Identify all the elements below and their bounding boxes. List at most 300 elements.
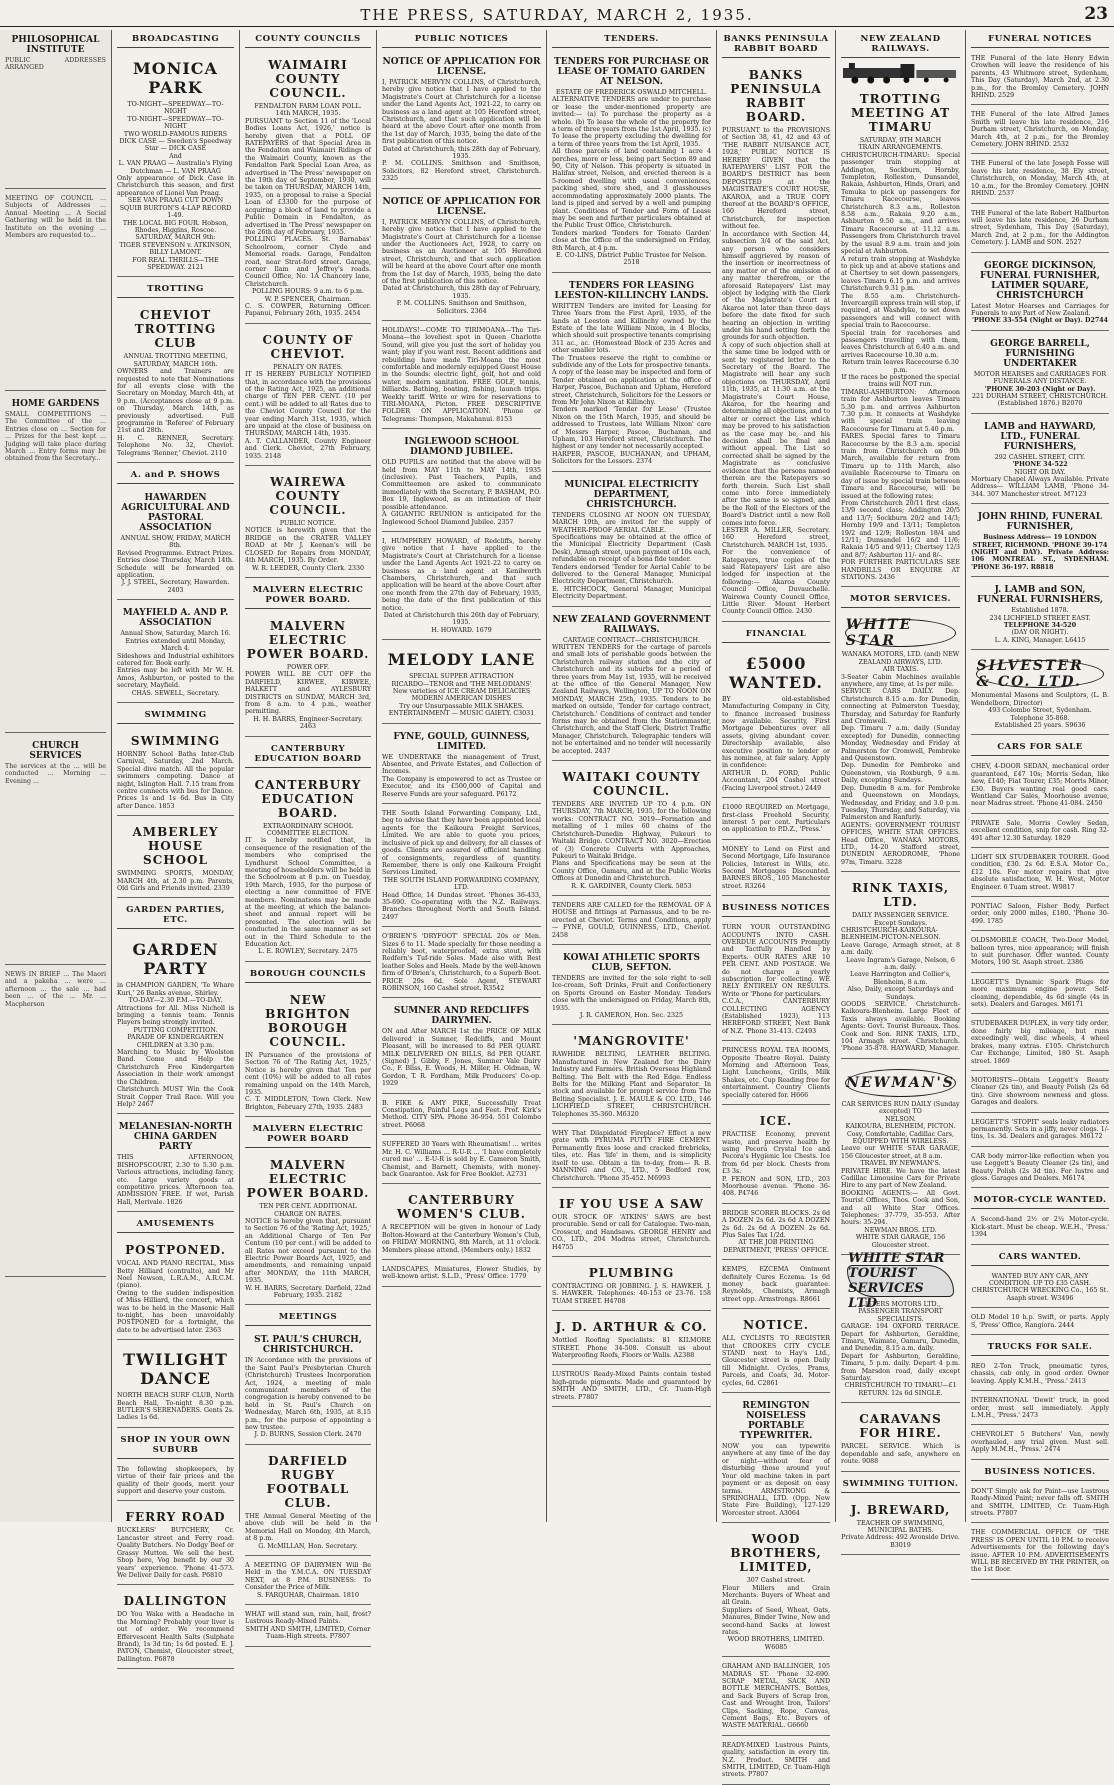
ad-title: COUNTY OF CHEVIOT. <box>262 332 354 361</box>
ad-display-title: MONICA PARK <box>133 59 218 97</box>
ad-line: Return train leaves Racecourse 6.30 p.m. <box>842 359 959 374</box>
ad-line: E. CO-LINS, District Public Trustee for Nelson. 2518 <box>556 251 707 267</box>
advertisement <box>971 507 1109 577</box>
ad-line: AGENTS: GOVERNMENT TOURIST OFFICES, WHITE STAR OFFICES. Head Office, WANAKA MOTORS, LTD., 14-20 Stafford street, DUNEDIN AERODROME, 'Phone 97m, Timaru. 3228 <box>841 821 960 866</box>
ad-title: NOTICE OF APPLICATION FOR LICENSE. <box>382 57 541 77</box>
ad-line: PRIVATE Sale, Morris Cowley Sedan, excellent condition, snip for cash. Ring 32-491 after 12.30 Saturday. 1829 <box>971 819 1109 842</box>
section-heading: GARDEN PARTIES, ETC. <box>117 901 234 929</box>
ad-line: IT IS HEREBY PUBLICLY NOTIFIED that, in accordance with the provisions of the Rating Act, 1925, an additional charge of TEN PER CENT. (10 per cent.) will be added to all Rates due to the Cheviot County Council for the year ending March 31st, 1935, which are unpaid at the close of business on THURSDAY, MARCH 14th, 1935. <box>245 371 371 438</box>
advertisement <box>245 1559 371 1605</box>
ad-line: WANAKA MOTORS, LTD. (and) NEW ZEALAND AIRWAYS, LTD. <box>841 651 960 666</box>
ad-line: A. T. CALLANDER, County Engineer and Clerk. Cheviot, 27th February, 1935. 2148 <box>245 437 371 460</box>
advertisement <box>245 327 371 466</box>
ad-line: HARPER, PASCOE, BUCHANAN, and UPHAM, Solicitors for the Lessors. 2374 <box>552 450 711 466</box>
ad-line: TENDERS ARE INVITED UP TO 4 p.m. ON THURSDAY, 7th MARCH, 1935, for the following works: CONTRACT NO. 3019—Formation and metalling of 1 miles 60 chains of the Christchurch-Dunedin Highway, Pukeuri to Waitaki Bridge. CONTRACT NO. 3020—Erection of (3) Concrete Culverts with Approaches, Pukeuri to Waitaki Bridge. <box>552 801 711 860</box>
advertisement <box>971 1213 1109 1244</box>
advertisement <box>382 807 541 927</box>
advertisement <box>117 1504 234 1585</box>
ad-line: H. HOWARD. 1679 <box>431 626 492 634</box>
advertisement <box>722 1044 830 1105</box>
ad-line: 'PHONE 34-522 <box>1012 461 1068 469</box>
ad-line: Monumental Masons and Sculptors, (L. B. Wendelborn, Director) <box>971 692 1109 707</box>
ad-logo-title: NEWMAN'S <box>845 1069 956 1097</box>
ad-line: THE COMMERCIAL OFFICE OF 'THE PRESS' IS OPEN UNTIL 10 P.M. to receive Advertisements for the following day's issue. AFTER 10 P.M. ADVERTISEMENTS WILL BE RECEIVED BY THE PRINTER, on the 1st floor. <box>971 1529 1109 1574</box>
ad-line: 'PHONE 30-203 (Night or Day). <box>984 385 1096 393</box>
advertisement <box>552 764 711 896</box>
ad-display-title: TWILIGHT DANCE <box>123 1350 228 1389</box>
ad-title: DARFIELD RUGBY FOOTBALL CLUB. <box>266 1453 350 1510</box>
ad-line: NEWMAN BROS. LTD. <box>864 1226 937 1234</box>
ad-display-title: £5000 WANTED. <box>729 653 823 692</box>
section-heading: A. and P. SHOWS <box>117 466 234 484</box>
fragment-block <box>5 30 106 189</box>
section-heading: SHOP IN YOUR OWN SUBURB <box>117 1431 234 1459</box>
advertisement <box>382 1263 541 1287</box>
ad-line: PONTIAC Saloon, Fisher Body, Perfect order, only 2000 miles, £180. 'Phone 30-499. 1785 <box>971 903 1109 925</box>
ad-line: Try our Unsurpassable MILK SHAKES. <box>399 702 524 710</box>
ad-line: Entries extended until Monday, March 4. <box>125 637 226 653</box>
ad-line: LEGGETT'S 'STOPIT' seals leaky radiators permanently. Sets in a jiffy, never clogs. 1/- tins, 1s. 3d. Dealers and garages. M6172 <box>971 1118 1109 1141</box>
ad-line: Tenders endorsed 'Tender for Aerial Cable' to be delivered to the General Manager, Municipal Electricity Department, Christchurch. <box>552 563 711 586</box>
ad-line: CONTRACTING OR JOBBING. J. S. HAWKER. J. S. HAWKER. Telephones: 40-153 or 23-76. 158 TUAM STREET. H4708 <box>552 1282 711 1305</box>
advertisement <box>722 1526 830 1657</box>
ad-line: PUBLIC NOTICE. <box>279 520 337 528</box>
fragment-block <box>5 968 106 1277</box>
advertisement <box>722 921 830 1041</box>
advertisement <box>552 610 711 762</box>
section-heading: AMUSEMENTS <box>117 1215 234 1233</box>
ad-line: Leave Harrington and Collier's, Blenheim, 8 a.m. <box>850 971 951 986</box>
ad-line: LEGGETT'S Dynamic Spark Plugs for more maximum engine power. Self-cleaning, dependable, 4s 6d single (4s in sets). Dealers and Garages. M6171 <box>971 978 1109 1009</box>
ad-line: From Christchurch 20/11 first class, 13/9 second class; Addington 20/5 and 13/7; Sockburn 20/2 and 14/3; Hornby 19/9 and 13/11; Templeton 19/2 and 12/9; Rolleston 18/4 and 12/11; Dunsandel 16/2 and 11/6; Rakaia 14/5 and 9/11; Chertsey 12/3 and 8/7; Ashburton 11/- and 8/-. <box>841 499 960 559</box>
ad-line: FENDALTON FARM LOAN POLL. <box>254 103 362 110</box>
ad-line: SEE VAN PRAAG CUT DOWN SQUIB BURTON'S 4-LAP RECORD 1-49. <box>119 197 232 220</box>
section-heading: COUNTY COUNCILS <box>245 30 371 48</box>
ad-line: In accordance with Section 44, subsection 3/4 of the said Act, any person who considers himself aggrieved by reason of the insertion or incorrectness of any matter or of the omission of any matter therefrom, or the aforesaid Ratepayers' List may object by lodging with the Clerk of the Magistrate's Court at Akaroa not later than three days before the date fixed for such hearing an objection in writing under his hand setting forth the grounds for such objection. <box>722 230 830 342</box>
ad-line: 221 DURHAM STREET, CHRISTCHURCH. (Established 1876.) B2070 <box>971 392 1109 408</box>
ad-line: (NIGHT and DAY). Private Address: 106 MONTREAL ST., SYDENHAM. 'PHONE 36-197. R8818 <box>971 549 1109 571</box>
ad-line: I, PATRICK MERVYN COLLINS, of Christchurch, hereby give notice that I have applied to the Magistrate's Court at Christchurch for a license under the Land Agents Act, 1921-22, to carry on business as a land agent at 105 Hereford street, Christchurch, and that such application will be heard at the above Court after one month from the 1st day of March, 1935, being the date of the first publication of this notice. <box>382 79 541 146</box>
ad-title: ICE. <box>759 1114 793 1129</box>
ad-line: A RECEPTION will be given in honour of Lady Bolton-Howard at the Canterbury Women's Club, on FRIDAY MORNING, 8th March, at 11 o'clock. Members please attend. (Members only.) 1832 <box>382 1224 541 1254</box>
advertisement <box>117 1117 234 1212</box>
ad-line: HORNBY School Baths Inter-Club Carnival, Saturday, 2nd March. Special dive match. All the popular swimmers competing. Dance at night, Islington Hall. 7.15 tram from centre connects with bus for Dance. Prices 1s and 1s 6d. Bus in City after Dance. 1853 <box>117 750 234 810</box>
ad-line: CHAS. SEWELL, Secretary. <box>131 689 220 697</box>
ad-title: SWIMMING <box>130 733 221 748</box>
ad-line: VOCAL AND PIANO RECITAL, Miss Betty Hilliard (contralto), and Mr Noel Newson, L.R.A.M., A.R.C.M. (piano). <box>117 1260 234 1290</box>
ad-title: TROTTING MEETING AT TIMARU <box>850 92 951 134</box>
ad-line: IN Accordance with the provisions of the Saint Paul's Presbyterian Church (Christchurch) Trustees Incorporation Act, 1924, a meeting of male communicant members of the congregation is hereby convened to be held in St. Paul's Church on Wednesday, March 6th, 1935, at 8.15 p.m., for the purpose of appointing a new trustee. <box>245 1357 371 1432</box>
ad-logo-title: WHITE STAR TOURIST SERVICES LTD <box>847 1265 954 1297</box>
ad-line: The 8.55 a.m. Christchurch-Invercargill express train will stop, if required, at Washdyke, to set down passengers and will connect with special train to Racecourse. <box>841 292 960 330</box>
ad-title: CANTERBURY WOMEN'S CLUB. <box>397 1193 526 1222</box>
ad-line: OLD PUPILS are notified that the above will be held from MAY 11th to MAY 14th, 1935 (inclusive). Past Teachers, Pupils, and Committeemen are asked to communicate immediately with the Secretary, P. BASHAM, P.O. Box 19, Inglewood, as an intimation of their possible attendance. <box>382 459 541 511</box>
ad-line: All those parcels of land containing 1 acre 4 perches, more or less, being part Section 89 and 90, City of Nelson. This property is situated in Halifax street, Nelson, and erected thereon is a 5-roomed dwelling with usual conveniences, packing shed, store shed, and 3 glasshouses accommodating approximately 2000 plants. The land is piped and served by a well and pumping plant. Conditions of Tender and Form of Lease may be seen and further particulars obtained at the Public Trust Office, Christchurch. <box>552 148 711 230</box>
ad-title: MALVERN ELECTRIC POWER BOARD. <box>246 1158 370 1201</box>
advertisement <box>971 900 1109 931</box>
ad-line: NELSON. <box>885 1115 916 1123</box>
ad-line: FARES. Special fares to Timaru Racecourse by the 8.3 a.m. special train from Christchurch on 9th March, available for return from Timaru up to 11th March, also available Racecourse to Timaru on day of issue by special train between Timaru and Racecourse, will be issued at the following rates: <box>841 433 960 500</box>
ad-line: Tenders marked 'Tender for Lease' (Trustee Nixon on the 15th March, 1935, and should be addressed to Trustees, late William Nixon' care of Messrs Harper, Pascoe, Buchanan, and Upham, 103 Hereford street, Christchurch. The highest or any tender not necessarily accepted. <box>552 406 711 451</box>
ad-line: I, PATRICK MERVYN COLLINS, of Christchurch, hereby give notice that I have applied to the Magistrate's Court at Christchurch for a license under the Auctioneers Act, 1928, to carry on business as an Auctioneer at 105 Hereford street, Christchurch, and that such application will be heard at the above Court after one month from the 1st day of March, 1935, being the date of the first publication of this notice. <box>382 218 541 285</box>
section-heading: SWIMMING <box>117 706 234 724</box>
ad-line: SERVICE CARS DAILY. Dep. Christchurch 8.15 a.m. for Dunedin, connecting at Palmerston Tuesday, Thursday, and Saturday for Ranfurly and Cromwell. <box>841 688 960 726</box>
ad-title: FERRY ROAD <box>125 1510 226 1525</box>
advertisement <box>971 1150 1109 1189</box>
masthead-title: THE PRESS, SATURDAY, MARCH 2, 1935. <box>360 6 754 24</box>
column-left-fragment <box>0 30 112 1522</box>
ad-line: THIS AFTERNOON, BISHOPSCOURT, 2.30 to 5.30 p.m. Various attractions, including fancy, etc. Large variety goods at competitive prices. Afternoon tea. ADMISSION FREE. If wet, Parish Hall, Merivale. 1826 <box>117 1154 234 1206</box>
advertisement <box>971 1116 1109 1147</box>
section-heading: FUNERAL NOTICES <box>971 30 1109 48</box>
ad-line: Dep. Dunedin for Pembroke and Queenstown, via Roxburgh, 9 a.m. Daily, excepting Sundays. <box>841 762 960 785</box>
advertisement <box>841 86 960 587</box>
section-heading: BANKS PENINSULA RABBIT BOARD <box>722 30 830 58</box>
ad-line: ANNUAL TROTTING MEETING, SATURDAY, MARCH 16th. <box>123 353 228 368</box>
ad-display-title: MELODY LANE <box>387 650 536 670</box>
ad-line: POLLING PLACES. St. Barnabas' Schoolroom, corner Clyde and Memorial roads. Garage, Fendalton road, near Strat-ford street. Garage, corner Ilam and Jeffrey's roads. Council Office, No. 1A Chancery lane, Christchurch. <box>245 236 371 288</box>
advertisement <box>382 432 541 532</box>
advertisement <box>971 52 1109 105</box>
ad-line: Dated at Christchurch this 26th day of February, 1935. <box>383 611 540 627</box>
column-5 <box>717 30 836 1779</box>
ad-line: PURSUANT to the PROVISIONS of Section 38, 41, 42 and 43 of 'THE RABBIT NUISANCE ACT, 1928,' PUBLIC NOTICE IS HEREBY GIVEN that the RATEPAYERS' LIST FOR the BOARD'S DISTRICT has been DEPOSITED at the MAGISTRATE'S COURT HOUSE, AKAROA, and a TRUE COPY thereof at the BOARD'S OFFICE, 160 Hereford street, Christchurch, for inspection without fee. <box>722 127 830 231</box>
ad-line: AIR TAXIS. <box>882 666 919 674</box>
ad-line: SPECIAL SUPPER ATTRACTION <box>409 673 514 681</box>
ad-line: OLD Model 10 h.p. Swift, or parts. Apply S, 'Press' Office, Rangiora. 2444 <box>971 1314 1109 1329</box>
section-heading: CARS FOR SALE <box>971 738 1109 756</box>
ad-line: CAR body mirror-like reflection when you use Leggett's Beauty Cleaner (2s tin), and Beauty Polish (2s 3d tin). For lustre and gloss. Garages and Dealers. M6174 <box>971 1152 1109 1182</box>
ad-line: THE South Island Forwarding Company, Ltd., beg to advise that they have been appointed local agents for the Kaikoura Freight Services, Limited. We are able to quote you prices, inclusive of pick up and delivery, for all classes of goods. Clients are assured of efficient handling of consignments, regardless of quantity. Remember, there is only one Kaikoura Freight Services Limited. <box>382 810 541 877</box>
masthead <box>0 4 1114 27</box>
ad-line: PURSUANT to Section 11 of the 'Local Bodies Loans Act, 1926,' notice is hereby given that a POLL OF RATEPAYERS of that Special Area in the Fendalton and Waimairi Ridings of the Waimairi County, known as the Fendalton Park Special Loan Area, as advertised in 'The Press' newspaper on the 19th day of September, 1930, will be taken on THURSDAY, MARCH 14th, 1935, on a proposal to raise a Special Loan of £3300 for the purpose of acquiring a block of land to provide a Public Domain in Fendalton, as advertised in 'The Press' newspaper on the 26th day of February, 1935. <box>245 117 371 236</box>
ad-title: IF YOU USE A SAW <box>559 1196 704 1211</box>
section-heading: FINANCIAL <box>722 625 830 643</box>
ad-line: PRIVATE HIRE. We have the latest Cadillac Limousine Cars for Private Hire to any part of New Zealand. <box>841 1167 960 1190</box>
ad-title: J. LAMB and SON, FUNERAL FURNISHERS, <box>976 585 1104 606</box>
advertisement <box>971 653 1109 735</box>
ad-line: IN Pursuance of the provisions of Section 76 of 'The Rating Act, 1925,' Notice is hereby given that Ten per cent (10%) will be added to all rates remaining unpaid on the 14th March, 1935. <box>245 1051 371 1096</box>
ad-line: Flour Millers and Grain Merchants. Buyers of Wheat and all Grain. <box>722 1584 830 1607</box>
ad-line: L. E. ROWLEY, Secretary. 2475 <box>258 948 358 956</box>
advertisement <box>245 1330 371 1444</box>
locomotive-illustration <box>841 62 960 84</box>
ad-line: MONEY to Lend on First and Second Mortgage, Life Insurance Policies, Interest in Wills, etc. Second Mortgages Discounted. BARNES BROS., 105 Manchester street. R3264 <box>722 845 830 890</box>
ad-line: ON and After MARCH 1st the PRICE OF MILK delivered in Sumner, Redcliffs, and Mount Pleasant, will be increased to 8d PER QUART. MILK DELIVERED ON BILLS, 8d PER QUART. (Signed) J. Gibby, F. Jones, Sumner Vale Dairy Co., F. Bliss, E. Woods, H. Miller, H. Oldman, W. Gordon, T. R. Fordham, Milk Producers' Co-op. 1929 <box>382 1028 541 1088</box>
ad-title: MALVERN ELECTRIC POWER BOARD. <box>246 618 370 661</box>
ad-line: DICK CASE — Sweden's Speedway Star — DICK CASE <box>119 138 232 153</box>
ad-line: FOR FURTHER PARTICULARS SEE HANDBILLS OR ENQUIRE AT STATIONS. 2436 <box>841 559 960 581</box>
fragment-text: MEETING OF COUNCIL ... Subjects of Addresses ... Annual Meeting ... A Social Gathering will be held in the Institute on the evening ... Members are requested to... <box>5 195 106 240</box>
ad-line: Latest Motor Hearses and Carriages for Funerals to any Part of New Zealand. <box>971 302 1109 317</box>
ad-line: SMITH AND SMITH, LIMITED, Corner Tuam-High streets. P7807 <box>245 1625 371 1641</box>
ad-line: BUCKLERS' BUTCHERY, Cr. Lancaster street and Ferry road. Quality Butchers. No Dodgy Beef or Grassy Mutton. We sell the best. Shop here, Vog benefit by our 30 years' experience. 'Phone 41-573. We Deliver Daily for cash. P6810 <box>117 1527 234 1579</box>
column-2 <box>240 30 377 1641</box>
advertisement <box>971 1428 1109 1459</box>
advertisement <box>971 157 1109 203</box>
advertisement <box>722 1207 830 1260</box>
ad-line: W. H. BARRS, Secretary. Darfield, 22nd February, 1935. 2182 <box>245 1284 371 1299</box>
ad-line: Only appearance of Dick Case in Christchurch this season, and first appearance of Lionel Van Praag. <box>117 175 234 197</box>
ad-line: Cosy, Comfortable, Cadillac Cars, EQUIPPED WITH WIRELESS. <box>846 1130 955 1145</box>
ad-line: H. H. BARRS, Engineer-Secretary. 2463 <box>253 715 363 731</box>
section-heading: PUBLIC NOTICES <box>382 30 541 48</box>
ad-line: CHRISTCHURCH-KAIKOURA-BLENHEIM-PICTON-NELSON. Leave Garage, Armagh street, at 8 a.m. daily. <box>841 926 960 957</box>
ad-line: THE Funeral of the late Henry Edwin Crowhen will leave the residence of his parents, 43 Whitmore street, Sydenham, This Day (Saturday), March 2nd, at 2.30 p.m., for the Bromley Cemetery. JOHN RHIND. 2529 <box>971 55 1109 100</box>
page-number: 23 <box>1084 4 1108 24</box>
ad-line: SATURDAY, MARCH 9th: <box>135 234 216 242</box>
advertisement <box>722 1108 830 1204</box>
ad-line: PUTTING COMPETITION. <box>133 1026 218 1034</box>
advertisement <box>245 1152 371 1305</box>
ad-line: MOTOR HEARSES and CARRIAGES FOR FUNERALS ANY DISTANCE. <box>973 370 1107 386</box>
ad-line: Attractions for All. Miss Nicholl is bringing a tennis team. Tennis Players being strongly invited. <box>117 1004 234 1027</box>
ad-line: And <box>169 152 182 160</box>
ad-line: CHEV, 4-DOOR SEDAN, mechanical order guaranteed, £47 10s; Morris Sedan, like new, £140; Fiat Tourer, £35; Morris Minor, £30. Buyers wanting real good cars. Wentland Car Sales, Moorhouse avenue, near Madras street. 'Phone 41-084. 2450 <box>971 763 1109 808</box>
ad-line: 307 Cashel street. <box>746 1577 806 1585</box>
ad-title: TENDERS FOR PURCHASE OR LEASE OF TOMATO GARDEN AT NELSON. <box>554 57 709 87</box>
section-heading: NEW ZEALAND RAILWAYS. <box>841 30 960 58</box>
advertisement <box>245 1608 371 1647</box>
ad-title: PLUMBING <box>588 1265 675 1280</box>
ad-title: 'MANGROVITE' <box>573 1034 690 1049</box>
ad-line: Mortuary Chapel Always Available. Private Address— WILLIAM LAMB, 'Phone 34-344. 307 Manchester street. M7123 <box>971 476 1109 498</box>
ad-line: TRAIN ARRANGEMENTS. <box>858 144 943 152</box>
column-3 <box>377 30 547 1522</box>
ad-title: REMINGTON NOISELESS PORTABLE TYPEWRITER. <box>739 1401 813 1442</box>
ad-line: S. FARQUHAR, Chairman. 1810 <box>257 1591 359 1599</box>
ad-line: Entries may be left with Mr W. H. Amos, Ashburton, or posted to the secretary, Mayfield. <box>117 667 234 690</box>
ad-line: TURN YOUR OUTSTANDING ACCOUNTS INTO CASH. OVERDUE ACCOUNTS Promptly and Tactfully Handled by Experts. OUR RATES ARE 10 PER CENT. AND POSTAGE. We do not charge a yearly subscription for collecting. WE RELY ENTIRELY ON RESULTS. Write or 'Phone for particulars. <box>722 924 830 998</box>
ad-line: TENDERS ARE CALLED for the REMOVAL OF A HOUSE and fittings at Parnassus, and to be re-erected at Cheviot. Terms and Conditions, apply— FYNE, GOULD, GUINNESS, LTD., Cheviot. 2458 <box>552 901 711 939</box>
ad-line: Owing to the sudden indisposition of Miss Hilliard, the concert, which was to be held in the Masonic Hall to-night, has been unavoidably POSTPONED for a fortnight, the date to be advertised later. 2363 <box>117 1289 234 1334</box>
ad-line: C.C.A., CANTERBURY COLLECTING AGENCY (Established 1923), 113 HEREFORD STREET, Next Bank of N.Z. 'Phone 31-413. C2493 <box>722 998 830 1035</box>
column-1 <box>112 30 240 1663</box>
ad-line: J. J. STEEL, Secretary, Hawarden. 2403 <box>121 579 230 594</box>
advertisement <box>245 1448 371 1556</box>
ad-line: Business Address— 19 LONDON STREET, RICHMOND. 'PHONE 39-174 <box>972 534 1108 549</box>
ad-line: TO-NIGHT—SPEEDWAY—TO-NIGHT <box>127 115 224 131</box>
ad-line: THE Funeral of the late Robert Hallburton will leave his late residence, 26 Durham street, Sydenham, This Day (Saturday), March 2nd, at 2 p.m., for the Addington Cemetery. J. LAMB and SON. 2527 <box>971 209 1109 247</box>
ad-line: PARCEL SERVICE. Which is dependable and safe, anywhere en route. 9088 <box>841 1443 960 1466</box>
advertisement <box>117 819 234 898</box>
ad-title: MELANESIAN-NORTH CHINA GARDEN PARTY <box>118 1122 233 1153</box>
section-heading: BUSINESS NOTICES <box>722 899 830 917</box>
ad-line: ALTERNATIVE TENDERS are under to purchase or lease the under-mentioned property are invited:— (a) To purchase the property as a whole. (b) To lease the whole of the property for a term of three years from the 1st April, 1935. (c) To lease the property excluding the dwelling for a term of three years from the 1st April, 1935. <box>552 96 711 148</box>
ad-title: SUMNER AND REDCLIFFS DAIRYMEN. <box>393 1006 530 1027</box>
ad-line: RICARDO—TENOR and 'THE MELODIANS' <box>391 680 532 688</box>
ad-line: Revised Programme. Extract Prizes. Entries close Thursday, March 14th. Schedule will be forwarded on application. <box>117 549 234 580</box>
ad-line: THE Funeral of the late Alfred James Smith will leave his late residence, 216 Durham street, Christchurch, on Monday, March 4th, at 2 p.m., for the Bromley Cemetery. JOHN RHIND. 2532 <box>971 111 1109 149</box>
ad-line: WRITTEN Tenders are invited for Leasing for Three Years from the First April, 1935, of the lands at Leeston and Killinchy owned by the Estate of the late William Nixon, in 4 Blocks, which should suit prospective tenants comprising 311 ac., ac. (Homestead Block of 235 Acres and other smaller lots. <box>552 302 711 355</box>
ad-line: SUFFERED 30 Years with Rheumatism! ... writes Mr. H. C. Williams ... R-U-R ... 'I have completely cured me' ... E-U-R is sold by E. Cameron Smith, Chemist, and Barnett, Chemists, with money-back Guarantee. Ask for Free Booklet. A2731 <box>382 1141 541 1178</box>
ad-title: J. D. ARTHUR & CO. <box>555 1320 708 1335</box>
ad-line: ANNUAL SHOW, FRIDAY, MARCH 8th. <box>120 535 231 550</box>
ad-line: 493 Colombo Street, Sydenham. Telephone 35-868. <box>988 707 1092 722</box>
section-heading: BOROUGH COUNCILS <box>245 965 371 983</box>
ad-line: THE LOCAL BIG FOUR. Hobson, Rhodes, Higgins, Roscoe. <box>122 219 229 234</box>
ad-line: MOTORISTS—Obtain Leggett's Beauty Cleaner (2s tin), and Beauty Polish (2s 6d tin). Give showroom newness and gloss. Garages and dealers. <box>971 1076 1109 1107</box>
ad-line: Established 25 years. S9636 <box>994 721 1086 729</box>
advertisement <box>382 727 541 804</box>
advertisement <box>841 1251 960 1403</box>
advertisement <box>552 1191 711 1257</box>
ad-line: HOLIDAYS!—COME TO TIRIMOANA—The Tiri-Moana—the loveliest spot in Queen Charlotte Sound, will give you just the sort of holiday you want; play if you want rest. Recent additions and rebuilding have made Tiri-Moana the most comfortable and modernly equipped Guest House in the Sounds: electric light, golf, hot and cold water, modern sanitation. FREE GOLF, tennis, billiards. Bathing, boating, fishing, launch trips. Weekly tariff. Write or wire for reservations to TIRI-MOANA, Picton. FREE DESCRIPTIVE FOLDER ON APPLICATION. 'Phone or Telegrams: Thompson, Makahanui. 8153 <box>382 326 541 423</box>
advertisement <box>552 52 711 273</box>
advertisement <box>971 334 1109 414</box>
advertisement <box>245 772 371 962</box>
ad-line: TRAVEL BY NEWMAN'S. <box>860 1160 941 1168</box>
ad-line: TEACHER OF SWIMMING, MUNICIPAL BATHS. <box>856 1519 945 1534</box>
ad-line: PRACTISE Economy, prevent waste, and preserve health by using Pecora Crystal Ice and Pecora's Hygienic Ice Chests. Ice from 6d per block. Chests from £3 3s. <box>722 1131 830 1176</box>
ad-display-title: GARDEN PARTY <box>132 940 219 979</box>
advertisement <box>722 1660 830 1736</box>
ad-line: Suppliers of Seed, Wheat, Oats, Manures, Binder Twine, New and second-hand Sacks at lowest rates. <box>722 1606 830 1636</box>
advertisement <box>971 1074 1109 1113</box>
ad-line: B. FIKE & AMY PIKE, Successfully Treat Constipation, Painful Legs and Feet. Prof. Kirk's Method. CITY SPA. Phone 36-954. 551 Colombo street. P6068 <box>382 1099 541 1129</box>
ad-line: WE UNDERTAKE the management of Trust, Absentee, and Private Estates, and Collection of Incomes. <box>382 753 541 776</box>
advertisement <box>722 62 830 622</box>
fragment-text: NEWS IN BRIEF ... The Maori and a pakeha ... were ... afternoon ... the sale ... had been ... of the ... Mr. ... Macpherson <box>5 971 106 1008</box>
ad-title: DALLINGTON <box>123 1594 228 1609</box>
ad-line: Christchurch MUST Win the Cook Strait Copper Trail Race. Will you Help? 2467 <box>117 1086 234 1108</box>
ad-line: INTERNATIONAL 'Dewit' truck, in good order, must sell immediately. Apply L.M.H., 'Press.' 2473 <box>971 1397 1109 1420</box>
ad-line: W. P. SPENCER, Chairman. <box>264 295 352 303</box>
ad-line: WRITTEN TENDERS for the cartage of parcels and small lots of perishable goods between the Christchurch railway station and the city of Christchurch and its suburbs for a period of three years from May 1st, 1935, will be received at the office of the General Manager, New Zealand Railways, Wellington, UP TO NOON ON MONDAY, MARCH 25th, 1935. Tenders to be marked on outside, 'Tender for cartage contract, Christchurch.' Conditions of contract and tender forms may be obtained from the Stationmaster, Christchurch, and the Staff Clerk, District Traffic Manager, Christchurch. Telegraphic tenders will not be entertained and no tender will necessarily be accepted. 2437 <box>552 643 711 755</box>
fragment-heading: HOME GARDENS <box>11 399 100 409</box>
advertisement <box>117 302 234 463</box>
ad-line: The following shopkeepers, by virtue of their fair prices and the quality of their goods, merit your support and deserve your custom. <box>117 1465 234 1496</box>
ad-line: WANTED BUY ANY CAR, ANY CONDITION. UP TO £35 CASH. <box>988 1272 1092 1287</box>
ad-line: If the races be postponed the special trains will NOT run. <box>841 374 960 389</box>
advertisement <box>117 488 234 600</box>
ad-line: CHRISTCHURCH TO TIMARU—£1 RETURN. 12s 6d SINGLE. <box>844 1382 957 1397</box>
ad-title: J. BREWARD, <box>850 1502 951 1517</box>
ad-line: J. R. CAMERON, Hon. Sec. 2325 <box>579 1012 684 1019</box>
advertisement <box>841 1062 960 1255</box>
ad-line: THE Annual General Meeting of the above club will be held in the Memorial Hall on Monday, 4th March, at 8 p.m. <box>245 1512 371 1543</box>
ad-line: ARTHUR D. FORD, Public Accountant, 204 Cashel street (Facing Liverpool street.) 2449 <box>722 769 830 792</box>
fragment-text: The services at the ... will be conducted ... Morning ... Evening ... <box>5 763 106 785</box>
ad-line: READY-MIXED Lustrous Paints, quality, satisfaction in every tin. N.Z. Product. SMITH and SMITH, LIMITED, Cr. Tuam-High streets. P7807 <box>722 1741 830 1779</box>
advertisement <box>841 875 960 1059</box>
ad-line: Leave Ingram's Garage, Nelson, 6 a.m. daily. <box>846 956 955 971</box>
ad-line: Also, Daily, except Saturdays and Sundays. <box>847 986 954 1001</box>
advertisement <box>117 1588 234 1669</box>
advertisement <box>382 643 541 723</box>
ad-line: 3-Seater Cabin Machines available anywhere, any time, at 1s per mile. <box>841 673 960 688</box>
advertisement <box>382 324 541 429</box>
advertisement <box>382 1187 541 1260</box>
advertisement <box>971 1311 1109 1335</box>
ad-title: JOHN RHIND, FUNERAL FURNISHER, <box>977 512 1103 533</box>
advertisement <box>722 1739 830 1785</box>
ad-line: The Trustees reserve the right to combine or subdivide any of the Lots for prospective tenants. <box>552 354 711 369</box>
ad-line: ESTATE OF FREDERICK OSWALD MITCHELL. <box>555 89 708 96</box>
advertisement <box>382 535 541 640</box>
advertisement <box>382 930 541 998</box>
ad-line: A return train stopping at Washdyke to pick up and at above stations and at Chertsey to set down passengers, leaves Timaru 6.15 p.m. and arrives Christchurch 9.31 p.m. <box>841 255 960 293</box>
ad-line: CAR SERVICES RUN DAILY (Sunday excepted) TO <box>841 1100 960 1116</box>
ad-line: A copy of the lease may be inspected and form of Tender obtained on application at the office of Harper, Pascoe, Buchanan and Upham, Hereford street, Christchurch, Solicitors for the Lessors or from Mr John Nixon at Killinchy. <box>552 369 711 407</box>
ad-line: Dep. Timaru 7 a.m. daily (Sunday excepted) for Dunedin, connecting Monday, Wednesday and Friday at Palmerston for Cromwell, Pembroke and Queenstown. <box>841 725 960 763</box>
ad-line: Established 1878. <box>1011 607 1069 615</box>
ad-line: TENDERS are invited for the sole right to sell Ice-cream, Soft Drinks, Fruit and Confectionery on Sports Ground on Easter Monday. Tenders close with the undersigned on Friday, March 8th, 1935. <box>552 974 711 1012</box>
ad-line: E. HITCHCOCK, General Manager, Municipal Electricity Department. <box>552 585 711 601</box>
ad-line: 14th MARCH, 1935. <box>275 110 341 118</box>
ad-line: Sideshows and Industrial exhibitors catered for. Book early. <box>117 652 234 667</box>
ad-line: NORTH BEACH SURF CLUB, North Beach Hall, To-night 8.30 p.m. BUTLER'S SERENADERS. Gents 2s. Ladies 1s 6d. <box>117 1392 234 1422</box>
ad-line: Annual Show, Saturday, March 16. <box>120 630 231 638</box>
ad-line: LISTERS MOTORS LTD., PASSENGER TRANSPORT SPECIALISTS. <box>858 1301 943 1323</box>
ad-line: Mottled Roofing Specialists. 81 KILMORE STREET. Phone 34-508. Consult us about Waterproofing Roofs, Floors or Walls. A2388 <box>552 1337 711 1359</box>
ad-line: G. McMILLAN, Hon. Secretary. <box>258 1542 358 1550</box>
ad-line: P. M. COLLINS. Smithson and Smithson, Solicitors, 82 Hereford street, Christchurch. 2325 <box>382 160 541 183</box>
ad-title: INGLEWOOD SCHOOL DIAMOND JUBILEE. <box>404 437 519 458</box>
ad-line: POWER WILL BE CUT OFF the DARFIELD, KIRWEE, KIRWEE, HALKETT and AYLESBURY DISTRICTS on SUNDAY, MARCH 3rd, from 8 a.m. to 4 p.m., weather permitting. <box>245 671 371 716</box>
ad-line: O'BRIEN'S 'DRYFOOT' SPECIAL 20s or Men. Sizes 6 to 11. Made specially for those needing a reliably boot, waterproofed, extra stout, with Redfern's Tuf-ride Soles. Made also with Best leather Soles and Heels. Made by the well-known firm of O'Brien's, Christchurch, to a Superb Boot. PRICE 29s 6d. Sole Agent, STEWART ROBINSON, 160 Cashel street. R3542 <box>382 933 541 992</box>
ad-line: DO You Wake with a Headache in the Morning? Probably your liver is out of order. We recommend Effervescent Health Salts (Sulphate Brand), 1s 3d tin; 1s 6d posted. E. J. PATON, Chemist, Gloucester street, Dallington. P6878 <box>117 1611 234 1663</box>
ad-logo-title: SILVESTER & CO. LTD. <box>976 660 1105 688</box>
ad-line: NOTICE is hereby given that, pursuant to Section 76 of the 'Rating Act, 1925,' an Additional Charge of Ten Per Centum (10 per cent.) will be added to all Rates not exceed pursuant to the Electric Power Boards Act, 1925, and amendments, and remaining unpaid after MONDAY, the 11th MARCH, 1935. <box>245 1217 371 1285</box>
ad-title: RINK TAXIS, LTD. <box>851 881 950 910</box>
advertisement <box>117 52 234 277</box>
ad-line: J. D. BURNS, Session Clerk. 2470 <box>254 1431 362 1439</box>
ad-line: WHAT will stand sun, rain, hail, frost? Lustrous Ready-Mixed Paints. <box>245 1610 371 1626</box>
ad-line: TEN PER CENT. ADDITIONAL CHARGE ON RATES. <box>259 1203 357 1218</box>
ad-title: TENDERS FOR LEASING LEESTON-KILLINCHY LANDS. <box>554 280 709 301</box>
ad-line: Tenders marked 'Tenders for Tomato Garden' close at the Office of the undersigned on Friday, 8th March, at 4 p.m. <box>552 229 711 252</box>
section-heading: BUSINESS NOTICES. <box>971 1463 1109 1481</box>
ad-line: OUR STOCK OF 'ATKINS' SAWS are best procurable. Send or call for Catalogue. Two-man, Crosscut, and Handsaws. GEORGE HENRY and CO., LTD., 204 Madras street, Christchurch. H4755 <box>552 1213 711 1251</box>
ad-line: C. T. MIDDLETON, Town Clerk. New Brighton, February 27th, 1935. 2483 <box>245 1096 371 1111</box>
ad-line: TWO WORLD-FAMOUS RIDERS <box>123 130 228 138</box>
ad-line: BY old-established Manufacturing Company in City, to finance increased business now available. Security, First Mortgage Debentures over all assets, giving abundant cover. Directorship available, also executive position to lender or his nominee, at fair salary. Apply in confidence: <box>722 695 830 770</box>
ad-line: The Company is empowered to act as Trustee or Executor, and its £500,000 of Capital and Reserve Funds are your safeguard. P6172 <box>382 775 541 798</box>
ad-title: CANTERBURY EDUCATION BOARD. <box>254 777 362 820</box>
ad-line: GOODS SERVICE. Christchurch-Kaikoura-Blenheim. Large Fleet of Taxis always available. Booking Agents: Govt. Tourist Bureaux. Thos. Cook and Son. RINK TAXIS, LTD., 104 Armagh street. Christchurch. 'Phone 35-878. HAYWARD, Manager. <box>841 1001 960 1053</box>
ad-title: HAWARDEN AGRICULTURAL AND PASTORAL ASSOCIATION <box>121 493 230 534</box>
section-heading: MEETINGS <box>245 1308 371 1326</box>
ad-title: MAYFIELD A. AND P. ASSOCIATION <box>122 608 229 629</box>
ad-title: FYNE, GOULD, GUINNESS, LIMITED. <box>393 731 530 752</box>
column-7 <box>966 30 1114 1574</box>
ad-line: Depart for Ashburton, Geraldine, Timaru, 5 p.m. daily. Depart 4 p.m. from Marsdon road, daily except Saturday. <box>841 1352 960 1383</box>
ad-title: NOTICE OF APPLICATION FOR LICENSE. <box>382 196 541 217</box>
ad-title: LAMB and HAYWARD, LTD., FUNERAL FURNISHERS, <box>984 421 1096 452</box>
advertisement <box>971 108 1109 154</box>
ad-line: PRINCESS ROYAL TEA ROOMS, Opposite Theatre Royal. Dainty Morning and Afternoon Teas, Light Luncheons, Grills, Milk Shakes, etc. Cup Reading free for entertainment. Country Clients specially catered for. H666 <box>722 1047 830 1099</box>
advertisement <box>971 1526 1109 1579</box>
ad-title: CHEVIOT TROTTING CLUB <box>134 308 217 351</box>
advertisement <box>382 52 541 189</box>
ad-line: BRIDGE SCORER BLOCKS. 2s 6d A DOZEN 2s 6d. 2s 6d A DOZEN 2s 6d. 2s 6d A DOZEN 2s 6d. Plus Sales Tax 1/2d. <box>722 1209 830 1239</box>
advertisement <box>117 1343 234 1428</box>
section-heading: CARS WANTED. <box>971 1248 1109 1266</box>
ad-title: CARAVANS FOR HIRE. <box>859 1412 942 1441</box>
section-heading: MALVERN ELECTRIC POWER BOARD. <box>245 581 371 609</box>
ad-line: in CHAMPION GARDEN, 'Te Whare Kuri,' 26 Banks avenue, Shirley. <box>117 982 234 997</box>
ad-line: 292 CASHEL STREET, CITY. <box>994 453 1086 461</box>
ad-title: NEW ZEALAND GOVERNMENT RAILWAYS. <box>552 614 711 635</box>
ad-line: NOTICE is herewith given that the BRIDGE on the CRATER VALLEY ROAD at Mr J. Keenan's will be CLOSED for Repairs from MONDAY, 4th MARCH, 1935. By Order. <box>245 527 371 565</box>
ad-line: STUDEBAKER DUPLEX, in very tidy order, done fairly big mileage, but runs exceedingly well, disc wheels, 4 wheel brakes, many extras. £105. Christchurch Car Exchange, Limited, 180 St. Asaph street. 1869 <box>971 1020 1109 1065</box>
ad-line: LANDSCAPES, Miniatures, Flower Studies, by well-known artist. S.L.D., 'Press' Office. 1779 <box>382 1265 541 1281</box>
ad-line: POWER OFF. <box>286 663 330 671</box>
advertisement <box>117 1463 234 1502</box>
advertisement <box>722 647 830 798</box>
advertisement <box>971 851 1109 897</box>
